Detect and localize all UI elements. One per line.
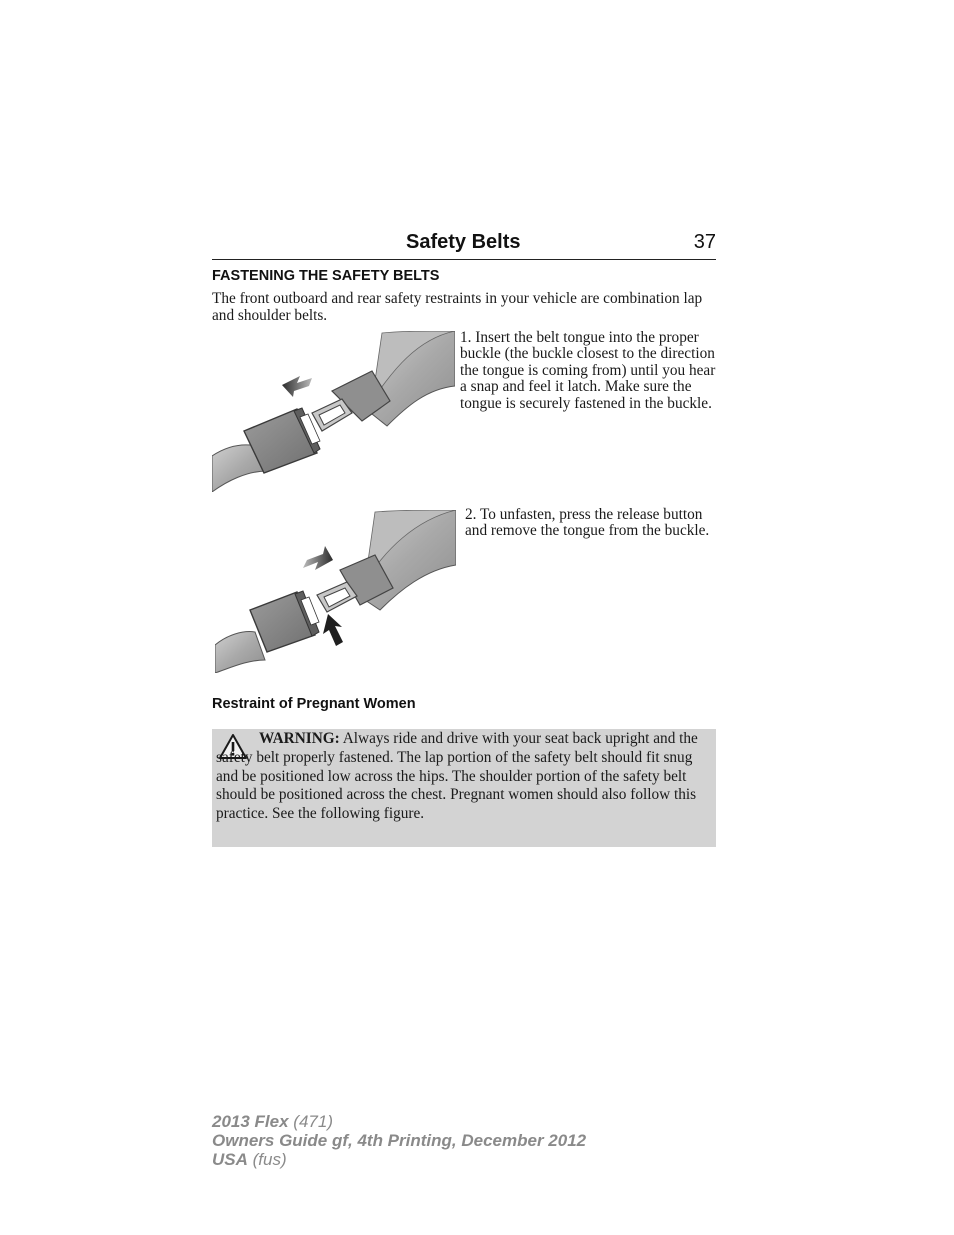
page-footer	[212, 1112, 586, 1169]
footer-model-code: (471)	[293, 1112, 333, 1131]
section-title: FASTENING THE SAFETY BELTS	[212, 268, 440, 284]
footer-guide: Owners Guide gf, 4th Printing, December 2012	[212, 1131, 587, 1150]
footer-model: 2013 Flex	[212, 1112, 289, 1131]
buckle-release-illustration	[215, 510, 456, 673]
subsection-title: Restraint of Pregnant Women	[212, 696, 416, 712]
page-title: Safety Belts	[406, 231, 521, 253]
buckle-fasten-illustration	[212, 331, 455, 492]
step-2-text: 2. To unfasten, press the release button and remove the tongue from the buckle.	[465, 506, 710, 540]
warning-box	[212, 729, 716, 847]
warning-label: WARNING:	[259, 730, 340, 747]
intro-paragraph: The front outboard and rear safety restraints in your vehicle are combination lap and shoulder belts.	[212, 290, 703, 324]
warning-text	[216, 730, 708, 824]
footer-model-line	[212, 1112, 586, 1131]
page-header	[212, 230, 716, 260]
step-1-text: 1. Insert the belt tongue into the proper buckle (the buckle closest to the direction the tongue is coming from) until you hear a snap and feel it latch. Make sure the tongue is securely fastened in the buckle.	[460, 329, 716, 412]
warning-body: Always ride and drive with your seat back upright and the safety belt properly fastened. The lap portion of the safety belt should fit snug and be positioned low across the hips. The shoulder portion of the safety belt should be positioned across the chest. Pregnant women should also follow this practice. See the following figure.	[216, 730, 698, 823]
footer-region-code: (fus)	[252, 1150, 287, 1169]
footer-region: USA	[212, 1150, 248, 1169]
footer-region-line	[212, 1150, 586, 1169]
page-number: 37	[693, 231, 716, 253]
footer-guide-line	[212, 1131, 586, 1150]
